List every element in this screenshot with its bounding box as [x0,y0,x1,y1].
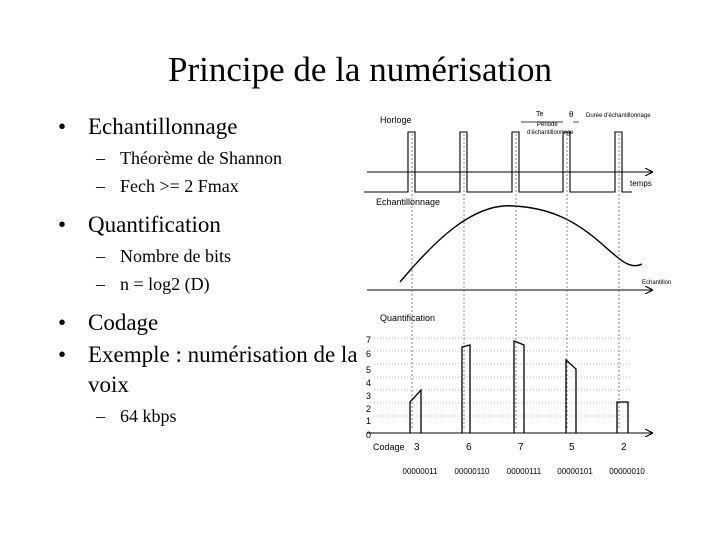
label-te: Te [536,111,544,118]
bullet-echantillonnage: • Echantillonnage [58,112,358,142]
sample-level: 5 [569,442,575,453]
clock-signal [364,132,632,192]
label-echantillon: Echantillon [642,280,672,286]
quantization-levels [366,335,371,440]
sampling-diagram [362,104,672,484]
sample-code: 00000101 [557,467,593,476]
label-quantification: Quantification [380,313,436,323]
slide-title: Principe de la numérisation [168,50,552,89]
sample-level: 3 [414,442,420,453]
sample-binary-codes [403,467,646,476]
level-label: 1 [366,416,372,426]
level-label: 4 [366,378,372,388]
sub-bullet-64kbps: – 64 kbps [58,402,358,430]
label-codage: Codage [373,442,405,452]
label-periode-1: Période [537,122,558,128]
bullet-list [58,112,358,430]
level-label: 6 [366,349,372,359]
level-label: 3 [366,391,372,401]
label-periode-2: d'échantillonnage [527,130,574,136]
analog-signal-curve [400,206,642,282]
bullet-codage: • Codage [58,308,358,338]
sample-level: 2 [621,442,627,453]
sample-level: 7 [518,442,524,453]
sub-bullet-nombre-bits: – Nombre de bits [58,242,358,270]
level-label: 7 [366,335,372,345]
sampling-guides [412,134,619,430]
sub-bullet-shannon: – Théorème de Shannon [58,144,358,172]
sample-code: 00000110 [454,467,490,476]
quantized-samples [410,341,628,433]
label-temps: temps [630,179,652,188]
label-theta: θ [569,110,574,119]
level-label: 2 [366,404,372,414]
sample-level-values [414,442,627,453]
label-horloge: Horloge [380,115,412,125]
level-label: 5 [366,365,372,375]
sub-bullet-fech: – Fech >= 2 Fmax [58,172,358,200]
level-label: 0 [366,430,372,440]
sample-code: 00000010 [609,467,645,476]
sub-bullet-log2: – n = log2 (D) [58,270,358,298]
sample-level: 6 [466,442,472,453]
bullet-exemple: • Exemple : numérisation de la voix [58,340,358,400]
sample-code: 00000011 [402,467,438,476]
sample-code: 00000111 [506,467,542,476]
label-echantillonnage: Echantillonnage [376,197,441,207]
quantization-grid [374,338,632,416]
bullet-quantification: • Quantification [58,210,358,240]
label-duree: Durée d'échantillonnage [586,113,651,119]
